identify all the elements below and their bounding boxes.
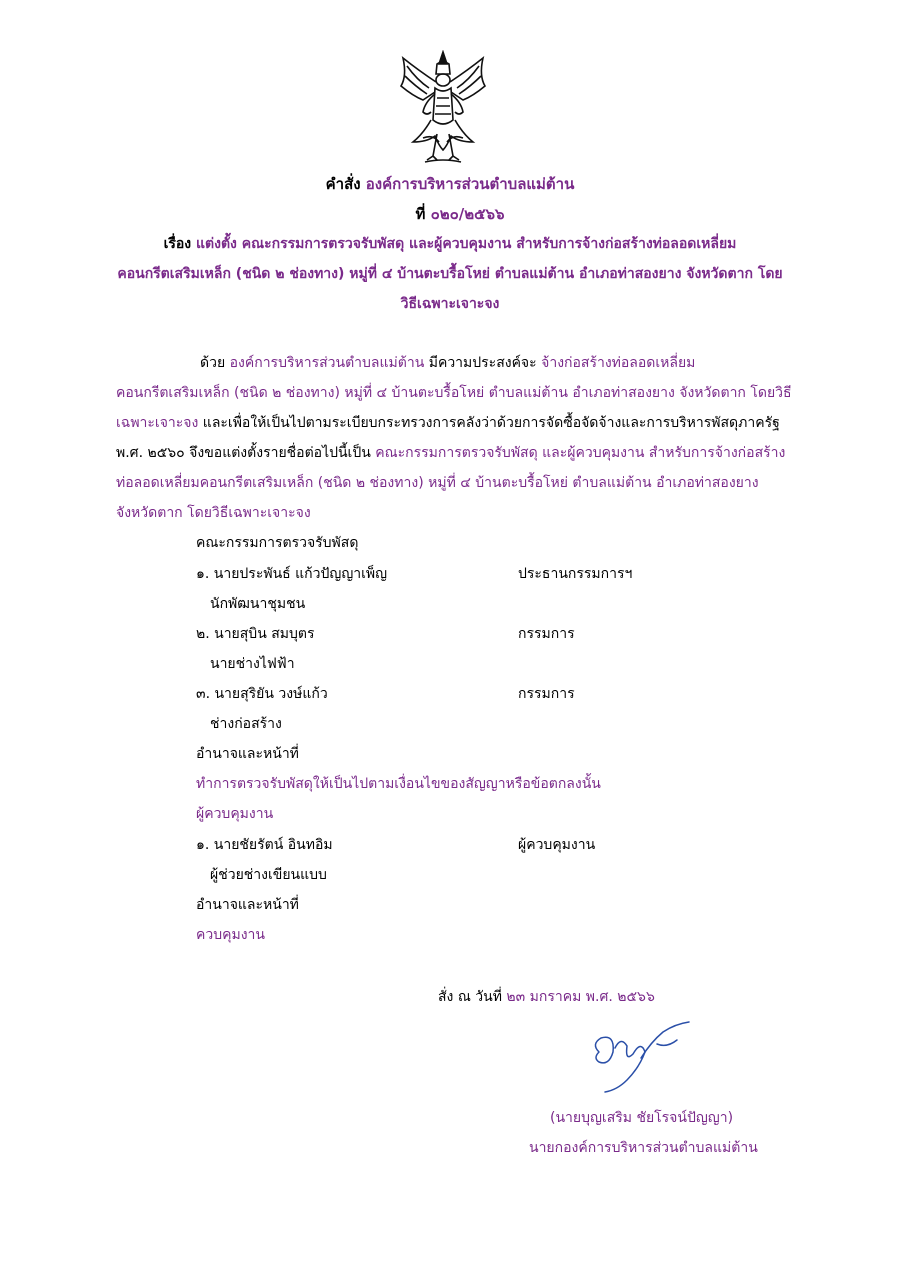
paragraph-line-2: คอนกรีตเสริมเหล็ก (ชนิด ๒ ช่องทาง) หมู่ที่ ๔ บ้านตะบรื้อโหย่ ตำบลแม่ต้าน อำเภอท่าสองยาง จังหวัดตาก โดยวิธี — [116, 385, 792, 401]
p4-text: พ.ศ. ๒๕๖๐ จึงขอแต่งตั้งรายชื่อต่อไปนี้เป็น — [116, 445, 371, 461]
paragraph-line-6: จังหวัดตาก โดยวิธีเฉพาะเจาะจง — [116, 505, 311, 521]
supervisor-member-1-position: ผู้ช่วยช่างเขียนแบบ — [210, 867, 327, 883]
signer-title: นายกองค์การบริหารส่วนตำบลแม่ต้าน — [529, 1140, 758, 1156]
committee-member-1-position: นักพัฒนาชุมชน — [210, 596, 306, 612]
paragraph-line-4 — [116, 442, 785, 464]
supervisor-duty-text: ควบคุมงาน — [196, 927, 265, 943]
committee-member-3-role: กรรมการ — [518, 686, 575, 702]
paragraph-line-1 — [200, 352, 695, 374]
supervisor-duty-heading: อำนาจและหน้าที่ — [196, 897, 299, 913]
order-date — [438, 986, 655, 1008]
paragraph-line-3 — [116, 412, 780, 434]
subject-text-1: แต่งตั้ง คณะกรรมการตรวจรับพัสดุ และผู้ควบคุมงาน สำหรับการจ้างก่อสร้างท่อลอดเหลี่ยม — [196, 236, 737, 252]
committee-member-3-name: ๓. นายสุริยัน วงษ์แก้ว — [196, 686, 328, 702]
committee-duty-heading: อำนาจและหน้าที่ — [196, 746, 299, 762]
p4-committee: คณะกรรมการตรวจรับพัสดุ และผู้ควบคุมงาน สำหรับการจ้างก่อสร้าง — [375, 445, 786, 461]
number-prefix: ที่ — [415, 205, 426, 223]
p3-project: เฉพาะเจาะจง — [116, 415, 199, 431]
committee-heading: คณะกรรมการตรวจรับพัสดุ — [196, 535, 359, 551]
p3-text: และเพื่อให้เป็นไปตามระเบียบกระทรวงการคลังว่าด้วยการจัดซื้อจัดจ้างและการบริหารพัสดุภาครัฐ — [202, 415, 780, 431]
paragraph-line-5: ท่อลอดเหลี่ยมคอนกรีตเสริมเหล็ก (ชนิด ๒ ช่องทาง) หมู่ที่ ๔ บ้านตะบรื้อโหย่ ตำบลแม่ต้าน อำเภอท่าสองยาง — [116, 475, 759, 491]
order-number-line — [0, 202, 900, 226]
p1-project: จ้างก่อสร้างท่อลอดเหลี่ยม — [541, 355, 696, 371]
subject-line-1 — [0, 233, 900, 255]
supervisor-member-1-role: ผู้ควบคุมงาน — [518, 837, 596, 853]
p1-prefix: ด้วย — [200, 355, 226, 371]
committee-duty-text: ทำการตรวจรับพัสดุให้เป็นไปตามเงื่อนไขของสัญญาหรือข้อตกลงนั้น — [196, 776, 601, 792]
garuda-emblem-icon — [393, 50, 493, 165]
committee-member-2-role: กรรมการ — [518, 626, 575, 642]
date-prefix: สั่ง ณ วันที่ — [438, 989, 502, 1005]
date-value: ๒๓ มกราคม พ.ศ. ๒๕๖๖ — [506, 989, 655, 1005]
order-prefix: คำสั่ง — [325, 175, 361, 193]
committee-member-1-name: ๑. นายประพันธ์ แก้วปัญญาเพ็ญ — [196, 566, 388, 582]
p1-mid: มีความประสงค์จะ — [428, 355, 537, 371]
signer-name: (นายบุญเสริม ชัยโรจน์ปัญญา) — [550, 1110, 734, 1126]
order-heading — [0, 172, 900, 196]
committee-member-2-name: ๒. นายสุบิน สมบุตร — [196, 626, 315, 642]
committee-member-1-role: ประธานกรรมการฯ — [518, 566, 633, 582]
supervisor-heading: ผู้ควบคุมงาน — [196, 806, 274, 822]
signature-icon — [585, 1018, 710, 1098]
committee-member-2-position: นายช่างไฟฟ้า — [210, 656, 295, 672]
order-number: ๐๒๐/๒๕๖๖ — [430, 205, 505, 223]
subject-line-2: คอนกรีตเสริมเหล็ก (ชนิด ๒ ช่องทาง) หมู่ที่ ๔ บ้านตะบรื้อโหย่ ตำบลแม่ต้าน อำเภอท่าสองยาง จังหวัดตาก โดย — [117, 266, 783, 282]
subject-line-3: วิธีเฉพาะเจาะจง — [400, 296, 500, 312]
subject-prefix: เรื่อง — [163, 236, 192, 252]
committee-member-3-position: ช่างก่อสร้าง — [210, 716, 282, 732]
org-name: องค์การบริหารส่วนตำบลแม่ต้าน — [365, 175, 575, 193]
p1-org: องค์การบริหารส่วนตำบลแม่ต้าน — [229, 355, 425, 371]
supervisor-member-1-name: ๑. นายชัยรัตน์ อินทอิม — [196, 837, 333, 853]
